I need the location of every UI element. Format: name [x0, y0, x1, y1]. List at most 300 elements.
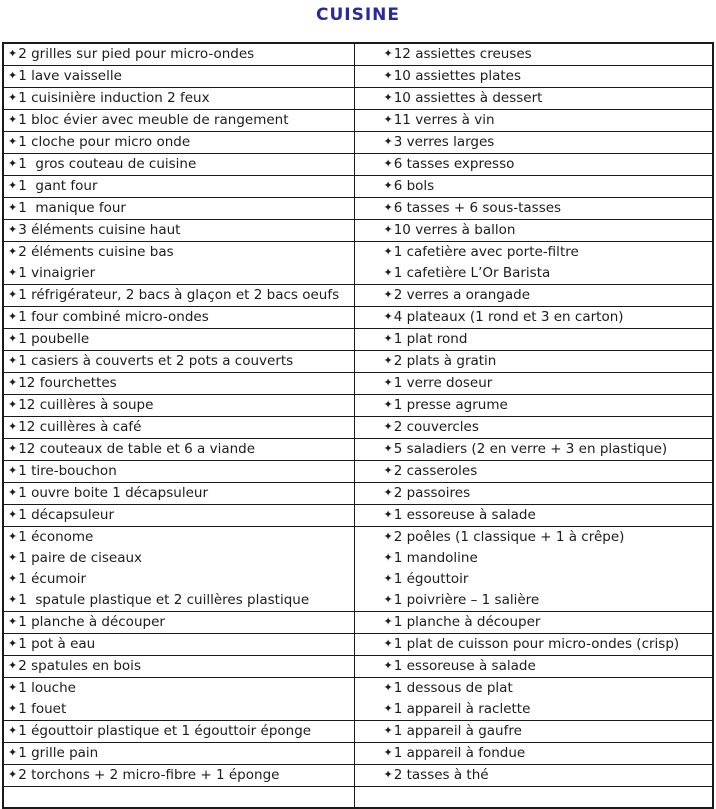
item-text: 1 gros couteau de cuisine [18, 156, 197, 172]
table-cell-left [3, 721, 354, 743]
table-cell-left [3, 285, 354, 307]
item-text: 2 poêles (1 classique + 1 à crêpe) [393, 529, 625, 545]
item-text: 1 cafetière avec porte-filtre [393, 244, 579, 260]
table-cell-left [3, 743, 354, 765]
list-item [4, 88, 354, 109]
diamond-bullet-icon: ✦ [8, 332, 18, 345]
diamond-bullet-icon: ✦ [383, 659, 393, 672]
table-cell-left [3, 66, 354, 88]
item-text: 2 torchons + 2 micro-fibre + 1 éponge [18, 767, 280, 783]
table-cell-right [354, 634, 713, 656]
diamond-bullet-icon: ✦ [8, 398, 18, 411]
item-text: 2 plats à gratin [393, 353, 497, 369]
diamond-bullet-icon: ✦ [383, 572, 393, 585]
diamond-bullet-icon: ✦ [383, 135, 393, 148]
item-text: 1 dessous de plat [393, 680, 513, 696]
item-text: 2 passoires [393, 485, 471, 501]
table-row [3, 285, 713, 307]
list-item [355, 483, 713, 504]
table-cell-left [3, 483, 354, 505]
table-row [3, 765, 713, 787]
list-item [4, 569, 354, 590]
table-cell-right [354, 373, 713, 395]
diamond-bullet-icon: ✦ [383, 266, 393, 279]
item-text: 1 lave vaisselle [18, 68, 122, 84]
table-row [3, 373, 713, 395]
diamond-bullet-icon: ✦ [8, 615, 18, 628]
table-row [3, 787, 713, 809]
empty-line [4, 787, 354, 807]
item-text: 1 casiers à couverts et 2 pots a couverts [18, 353, 294, 369]
table-cell-right [354, 198, 713, 220]
list-item [355, 699, 713, 720]
item-text: 1 mandoline [393, 550, 478, 566]
document-page [0, 5, 716, 809]
diamond-bullet-icon: ✦ [383, 615, 393, 628]
diamond-bullet-icon: ✦ [8, 179, 18, 192]
table-row [3, 154, 713, 176]
inventory-table-body [3, 43, 713, 808]
table-cell-left [3, 505, 354, 527]
diamond-bullet-icon: ✦ [8, 768, 18, 781]
item-text: 1 essoreuse à salade [393, 507, 536, 523]
item-text: 1 égouttoir [393, 571, 469, 587]
diamond-bullet-icon: ✦ [8, 201, 18, 214]
diamond-bullet-icon: ✦ [8, 530, 18, 543]
empty-line [355, 787, 713, 807]
item-text: 1 bloc évier avec meuble de rangement [18, 112, 289, 128]
diamond-bullet-icon: ✦ [8, 69, 18, 82]
item-text: 12 cuillères à soupe [18, 397, 154, 413]
item-text: 1 essoreuse à salade [393, 658, 536, 674]
item-text: 1 four combiné micro-ondes [18, 309, 209, 325]
table-cell-left [3, 43, 354, 66]
list-item [4, 483, 354, 504]
list-item [4, 743, 354, 764]
item-text: 2 spatules en bois [18, 658, 141, 674]
list-item [355, 66, 713, 87]
diamond-bullet-icon: ✦ [383, 354, 393, 367]
table-cell-right [354, 439, 713, 461]
diamond-bullet-icon: ✦ [8, 464, 18, 477]
table-cell-left [3, 198, 354, 220]
item-text: 1 spatule plastique et 2 cuillères plastique [18, 592, 310, 608]
table-cell-left [3, 154, 354, 176]
table-cell-right [354, 132, 713, 154]
item-text: 10 assiettes plates [393, 68, 522, 84]
list-item [4, 765, 354, 786]
diamond-bullet-icon: ✦ [383, 157, 393, 170]
item-text: 1 gant four [18, 178, 98, 194]
table-cell-right [354, 721, 713, 743]
table-cell-left [3, 787, 354, 809]
list-item [355, 417, 713, 438]
list-item [355, 612, 713, 633]
list-item [355, 307, 713, 328]
list-item [355, 44, 713, 65]
table-cell-left [3, 395, 354, 417]
table-cell-right [354, 612, 713, 634]
diamond-bullet-icon: ✦ [383, 637, 393, 650]
diamond-bullet-icon: ✦ [8, 157, 18, 170]
table-cell-right [354, 483, 713, 505]
diamond-bullet-icon: ✦ [8, 681, 18, 694]
list-item [355, 351, 713, 372]
diamond-bullet-icon: ✦ [383, 681, 393, 694]
table-cell-left [3, 132, 354, 154]
item-text: 2 tasses à thé [393, 767, 489, 783]
list-item [355, 527, 713, 548]
table-cell-left [3, 110, 354, 132]
list-item [355, 285, 713, 306]
list-item [4, 176, 354, 197]
item-text: 1 verre doseur [393, 375, 493, 391]
item-text: 10 assiettes à dessert [393, 90, 543, 106]
list-item [355, 590, 713, 611]
item-text: 3 verres larges [393, 134, 495, 150]
diamond-bullet-icon: ✦ [383, 91, 393, 104]
table-row [3, 439, 713, 461]
diamond-bullet-icon: ✦ [8, 486, 18, 499]
table-row [3, 242, 713, 285]
diamond-bullet-icon: ✦ [383, 398, 393, 411]
item-text: 1 plat rond [393, 331, 468, 347]
list-item [355, 242, 713, 263]
table-cell-right [354, 154, 713, 176]
table-row [3, 351, 713, 373]
item-text: 1 manique four [18, 200, 126, 216]
list-item [355, 176, 713, 197]
table-cell-left [3, 176, 354, 198]
table-cell-right [354, 329, 713, 351]
item-text: 1 appareil à gaufre [393, 723, 522, 739]
diamond-bullet-icon: ✦ [383, 69, 393, 82]
item-text: 2 éléments cuisine bas [18, 244, 174, 260]
table-cell-left [3, 527, 354, 612]
diamond-bullet-icon: ✦ [383, 310, 393, 323]
list-item [4, 527, 354, 548]
list-item [4, 505, 354, 526]
table-row [3, 329, 713, 351]
table-row [3, 634, 713, 656]
diamond-bullet-icon: ✦ [8, 135, 18, 148]
table-cell-right [354, 461, 713, 483]
list-item [4, 263, 354, 284]
item-text: 1 poivrière – 1 salière [393, 592, 540, 608]
table-cell-right [354, 66, 713, 88]
table-cell-left [3, 329, 354, 351]
diamond-bullet-icon: ✦ [8, 637, 18, 650]
list-item [355, 765, 713, 786]
table-cell-right [354, 285, 713, 307]
list-item [355, 395, 713, 416]
item-text: 6 bols [393, 178, 435, 194]
diamond-bullet-icon: ✦ [383, 768, 393, 781]
diamond-bullet-icon: ✦ [8, 310, 18, 323]
item-text: 3 éléments cuisine haut [18, 222, 181, 238]
item-text: 1 cafetière L’Or Barista [393, 265, 551, 281]
diamond-bullet-icon: ✦ [383, 702, 393, 715]
diamond-bullet-icon: ✦ [8, 593, 18, 606]
diamond-bullet-icon: ✦ [383, 746, 393, 759]
list-item [355, 329, 713, 350]
table-row [3, 110, 713, 132]
list-item [4, 548, 354, 569]
item-text: 1 presse agrume [393, 397, 508, 413]
list-item [4, 656, 354, 677]
diamond-bullet-icon: ✦ [383, 420, 393, 433]
list-item [355, 634, 713, 655]
table-row [3, 461, 713, 483]
table-cell-right [354, 351, 713, 373]
item-text: 1 planche à découper [18, 614, 165, 630]
list-item [355, 88, 713, 109]
table-cell-left [3, 678, 354, 721]
item-text: 11 verres à vin [393, 112, 495, 128]
list-item [355, 678, 713, 699]
diamond-bullet-icon: ✦ [383, 724, 393, 737]
list-item [4, 461, 354, 482]
diamond-bullet-icon: ✦ [8, 724, 18, 737]
table-cell-right [354, 787, 713, 809]
table-cell-left [3, 220, 354, 242]
list-item [4, 242, 354, 263]
list-item [4, 110, 354, 131]
diamond-bullet-icon: ✦ [8, 47, 18, 60]
item-text: 1 louche [18, 680, 76, 696]
table-cell-left [3, 351, 354, 373]
table-cell-right [354, 220, 713, 242]
item-text: 1 paire de ciseaux [18, 550, 143, 566]
item-text: 6 tasses + 6 sous-tasses [393, 200, 562, 216]
diamond-bullet-icon: ✦ [8, 746, 18, 759]
diamond-bullet-icon: ✦ [383, 593, 393, 606]
list-item [355, 721, 713, 742]
list-item [4, 699, 354, 720]
table-cell-left [3, 307, 354, 329]
item-text: 1 ouvre boite 1 décapsuleur [18, 485, 208, 501]
item-text: 2 verres a orangade [393, 287, 531, 303]
table-row [3, 505, 713, 527]
list-item [355, 373, 713, 394]
list-item [355, 132, 713, 153]
table-cell-right [354, 176, 713, 198]
table-row [3, 395, 713, 417]
item-text: 1 pot à eau [18, 636, 96, 652]
item-text: 1 réfrigérateur, 2 bacs à glaçon et 2 bacs oeufs [18, 287, 340, 303]
item-text: 10 verres à ballon [393, 222, 516, 238]
list-item [4, 132, 354, 153]
table-row [3, 132, 713, 154]
diamond-bullet-icon: ✦ [383, 179, 393, 192]
diamond-bullet-icon: ✦ [383, 551, 393, 564]
table-row [3, 743, 713, 765]
item-text: 12 couteaux de table et 6 a viande [18, 441, 256, 457]
list-item [4, 154, 354, 175]
diamond-bullet-icon: ✦ [383, 486, 393, 499]
diamond-bullet-icon: ✦ [8, 572, 18, 585]
table-cell-right [354, 527, 713, 612]
item-text: 1 poubelle [18, 331, 90, 347]
list-item [4, 44, 354, 65]
list-item [4, 612, 354, 633]
list-item [4, 721, 354, 742]
list-item [4, 66, 354, 87]
table-cell-left [3, 88, 354, 110]
table-row [3, 656, 713, 678]
diamond-bullet-icon: ✦ [8, 376, 18, 389]
table-cell-right [354, 395, 713, 417]
item-text: 1 égouttoir plastique et 1 égouttoir éponge [18, 723, 312, 739]
inventory-table [2, 42, 714, 809]
list-item [355, 656, 713, 677]
table-cell-right [354, 43, 713, 66]
diamond-bullet-icon: ✦ [383, 113, 393, 126]
list-item [355, 569, 713, 590]
diamond-bullet-icon: ✦ [383, 288, 393, 301]
list-item [355, 198, 713, 219]
item-text: 2 couvercles [393, 419, 479, 435]
list-item [355, 154, 713, 175]
diamond-bullet-icon: ✦ [383, 442, 393, 455]
diamond-bullet-icon: ✦ [8, 354, 18, 367]
diamond-bullet-icon: ✦ [8, 551, 18, 564]
table-cell-left [3, 634, 354, 656]
list-item [355, 743, 713, 764]
diamond-bullet-icon: ✦ [8, 91, 18, 104]
diamond-bullet-icon: ✦ [383, 530, 393, 543]
table-cell-right [354, 743, 713, 765]
diamond-bullet-icon: ✦ [8, 245, 18, 258]
list-item [4, 373, 354, 394]
diamond-bullet-icon: ✦ [8, 508, 18, 521]
table-row [3, 483, 713, 505]
page-title: CUISINE [315, 5, 400, 25]
table-row [3, 88, 713, 110]
table-row [3, 176, 713, 198]
diamond-bullet-icon: ✦ [383, 508, 393, 521]
item-text: 1 plat de cuisson pour micro-ondes (crisp) [393, 636, 680, 652]
list-item [355, 548, 713, 569]
diamond-bullet-icon: ✦ [8, 659, 18, 672]
table-cell-left [3, 765, 354, 787]
diamond-bullet-icon: ✦ [383, 223, 393, 236]
item-text: 12 fourchettes [18, 375, 117, 391]
table-cell-right [354, 505, 713, 527]
diamond-bullet-icon: ✦ [8, 288, 18, 301]
table-cell-right [354, 656, 713, 678]
list-item [4, 439, 354, 460]
table-cell-left [3, 612, 354, 634]
table-cell-right [354, 765, 713, 787]
table-cell-left [3, 656, 354, 678]
diamond-bullet-icon: ✦ [8, 223, 18, 236]
table-cell-left [3, 373, 354, 395]
list-item [355, 220, 713, 241]
table-cell-left [3, 242, 354, 285]
item-text: 1 vinaigrier [18, 265, 96, 281]
list-item [355, 263, 713, 284]
item-text: 6 tasses expresso [393, 156, 515, 172]
table-cell-right [354, 307, 713, 329]
item-text: 2 grilles sur pied pour micro-ondes [18, 46, 255, 62]
item-text: 1 fouet [18, 701, 67, 717]
table-cell-right [354, 242, 713, 285]
table-row [3, 721, 713, 743]
table-row [3, 220, 713, 242]
item-text: 1 appareil à raclette [393, 701, 531, 717]
diamond-bullet-icon: ✦ [8, 113, 18, 126]
diamond-bullet-icon: ✦ [383, 376, 393, 389]
table-row [3, 417, 713, 439]
table-row [3, 678, 713, 721]
table-row [3, 43, 713, 66]
diamond-bullet-icon: ✦ [383, 332, 393, 345]
diamond-bullet-icon: ✦ [383, 201, 393, 214]
list-item [355, 439, 713, 460]
table-cell-right [354, 88, 713, 110]
diamond-bullet-icon: ✦ [8, 420, 18, 433]
diamond-bullet-icon: ✦ [383, 47, 393, 60]
item-text: 1 grille pain [18, 745, 99, 761]
table-row [3, 198, 713, 220]
item-text: 12 cuillères à café [18, 419, 142, 435]
item-text: 1 écumoir [18, 571, 87, 587]
table-row [3, 612, 713, 634]
list-item [4, 634, 354, 655]
item-text: 5 saladiers (2 en verre + 3 en plastique) [393, 441, 668, 457]
list-item [4, 590, 354, 611]
list-item [4, 329, 354, 350]
list-item [4, 285, 354, 306]
table-cell-right [354, 110, 713, 132]
table-row [3, 66, 713, 88]
table-cell-right [354, 417, 713, 439]
item-text: 1 cloche pour micro onde [18, 134, 191, 150]
item-text: 1 économe [18, 529, 94, 545]
table-cell-left [3, 439, 354, 461]
item-text: 1 décapsuleur [18, 507, 114, 523]
item-text: 4 plateaux (1 rond et 3 en carton) [393, 309, 624, 325]
list-item [4, 307, 354, 328]
list-item [4, 395, 354, 416]
table-cell-left [3, 417, 354, 439]
item-text: 2 casseroles [393, 463, 478, 479]
item-text: 1 tire-bouchon [18, 463, 117, 479]
item-text: 1 appareil à fondue [393, 745, 526, 761]
diamond-bullet-icon: ✦ [8, 266, 18, 279]
table-row [3, 527, 713, 612]
diamond-bullet-icon: ✦ [383, 464, 393, 477]
list-item [355, 110, 713, 131]
diamond-bullet-icon: ✦ [8, 702, 18, 715]
list-item [4, 220, 354, 241]
item-text: 12 assiettes creuses [393, 46, 532, 62]
table-cell-right [354, 678, 713, 721]
table-row [3, 307, 713, 329]
diamond-bullet-icon: ✦ [8, 442, 18, 455]
list-item [4, 351, 354, 372]
item-text: 1 cuisinière induction 2 feux [18, 90, 210, 106]
item-text: 1 planche à découper [393, 614, 541, 630]
list-item [355, 461, 713, 482]
list-item [4, 198, 354, 219]
list-item [4, 417, 354, 438]
diamond-bullet-icon: ✦ [383, 245, 393, 258]
table-cell-left [3, 461, 354, 483]
list-item [355, 505, 713, 526]
list-item [4, 678, 354, 699]
